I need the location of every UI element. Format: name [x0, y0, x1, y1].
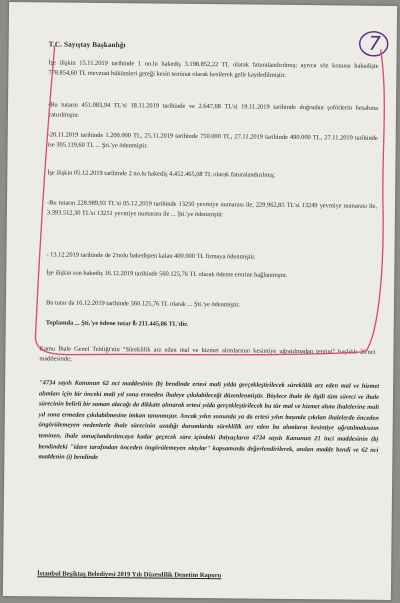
paragraph-1: İşe ilişkin 15.11.2019 tarihinde 1 no.lu hakediş 3.198.852,22 TL olarak faturalandırılmış; ayrıca söz konusu hakedişte 778.854,60 TL mevzuat hükümleri gereği kesin teminat olarak kesilerek gelir kaydedilmiştir.	[48, 59, 379, 79]
paragraph-tebligi: Kamu İhale Genel Tebliği'nin "Süreklilik arz eden mal ve hizmet alımlarının kesintiye uğratılmadan temini" başlıklı 20'nci maddesinde;	[39, 345, 376, 363]
paragraph-total: Toplamda ... Şti.'ye ödene tutar ₺ 211.445,06 TL'dir.	[45, 319, 189, 328]
document-page	[3, 2, 397, 600]
paragraph-6: - 13.12.2019 tarihinde de 2'nolu hakedişten kalan 400.000 TL firmaya ödenmiştir.	[46, 251, 256, 261]
paragraph-8: Bu tutar da 16.12.2019 tarihinde 560.125,76 TL olarak ... Şti.'ye ödenmiştir.	[45, 299, 241, 309]
paragraph-2: -Bu tutarın 451.083,94 TL'si 18.11.2019 tarihinde ve 2.647,68 TL'si 19.11.2019 tarihinde doğrudan şoförlerin hesabına yatırılmıştır.	[47, 101, 379, 119]
paragraph-quote: "4734 sayılı Kanunun 62 nci maddesinin (b) bendinde ertesi mali yılda gerçekleştirilecek süreklilik arz eden mal ve hizmet alımları için bir önceki mali yıl sona ermeden ihaleye çıkılabileceği düzenlenmiştir. Böylece ihale ile ilgili tüm süreci ve ihale sürecinin belirli bir zaman alacağı da dikkate alınarak ertesi yılda gerçekleştirilecek bu tür mal ve hizmet alımı ihalelerine mali yıl sona ermeden çıkılabilmesine imkan tanınmıştır. Ancak yılın sonunda ya da ertesi yılın başında çıkılan ihalelerde önceden öngörülemeyen nedenlerle ihale sürecinin uzadığı durumlarda süreklilik arz eden bu alımların kesintiye uğratılmaksızın teminen, ihale sonuçlandırılıncaya kadar geçecek süre içindeki ihtiyaçların 4734 sayılı Kanunun 21 inci maddesinin (b) bendindeki "idare tarafından önceden öngörülemeyen olaylar" kapsamında değerlendirilerek, anılan madde bendi ve 62 nci maddenin (i) bendinde	[38, 379, 380, 462]
paragraph-4: İşe ilişkin 05.12.2019 tarihinde 2 no.lu hakediş 4.452.465,08 TL olarak faturalandırılmış;	[47, 169, 276, 179]
page-header: T.C. Sayıştay Başkanlığı	[48, 40, 126, 50]
page-footer: İstanbul Beşiktaş Belediyesi 2019 Yılı Düzenlilik Denetim Raporu	[37, 570, 222, 580]
paragraph-3: -20.11.2019 tarihinde 1.200.000 TL, 25.11.2019 tarihinde 750.000 TL, 27.11.2019 tarihinde 490.000 TL, 27.11.2019 tarihinde ise 305.119,60 TL ... Şti.'ye ödenmiştir.	[47, 131, 378, 150]
page-number-text: 7	[368, 32, 381, 55]
paragraph-5: -Bu tutarın 228.989,93 TL'si 05.12.2019 tarihinde 13250 yevmiye numarası ile, 229.962,85 TL'si 13249 yevmiye numarası ile, 3.393.512,30 TL'si 13251 yevmiye numarası ile ... Şti.'ye ödenmiştir.	[46, 199, 378, 219]
handwritten-page-number	[361, 32, 389, 56]
paragraph-7: İşe ilişkin son hakediş 16.12.2019 tarihinde 560.125,76 TL olarak ödeme emrine bağlanmıştır.	[46, 269, 288, 279]
